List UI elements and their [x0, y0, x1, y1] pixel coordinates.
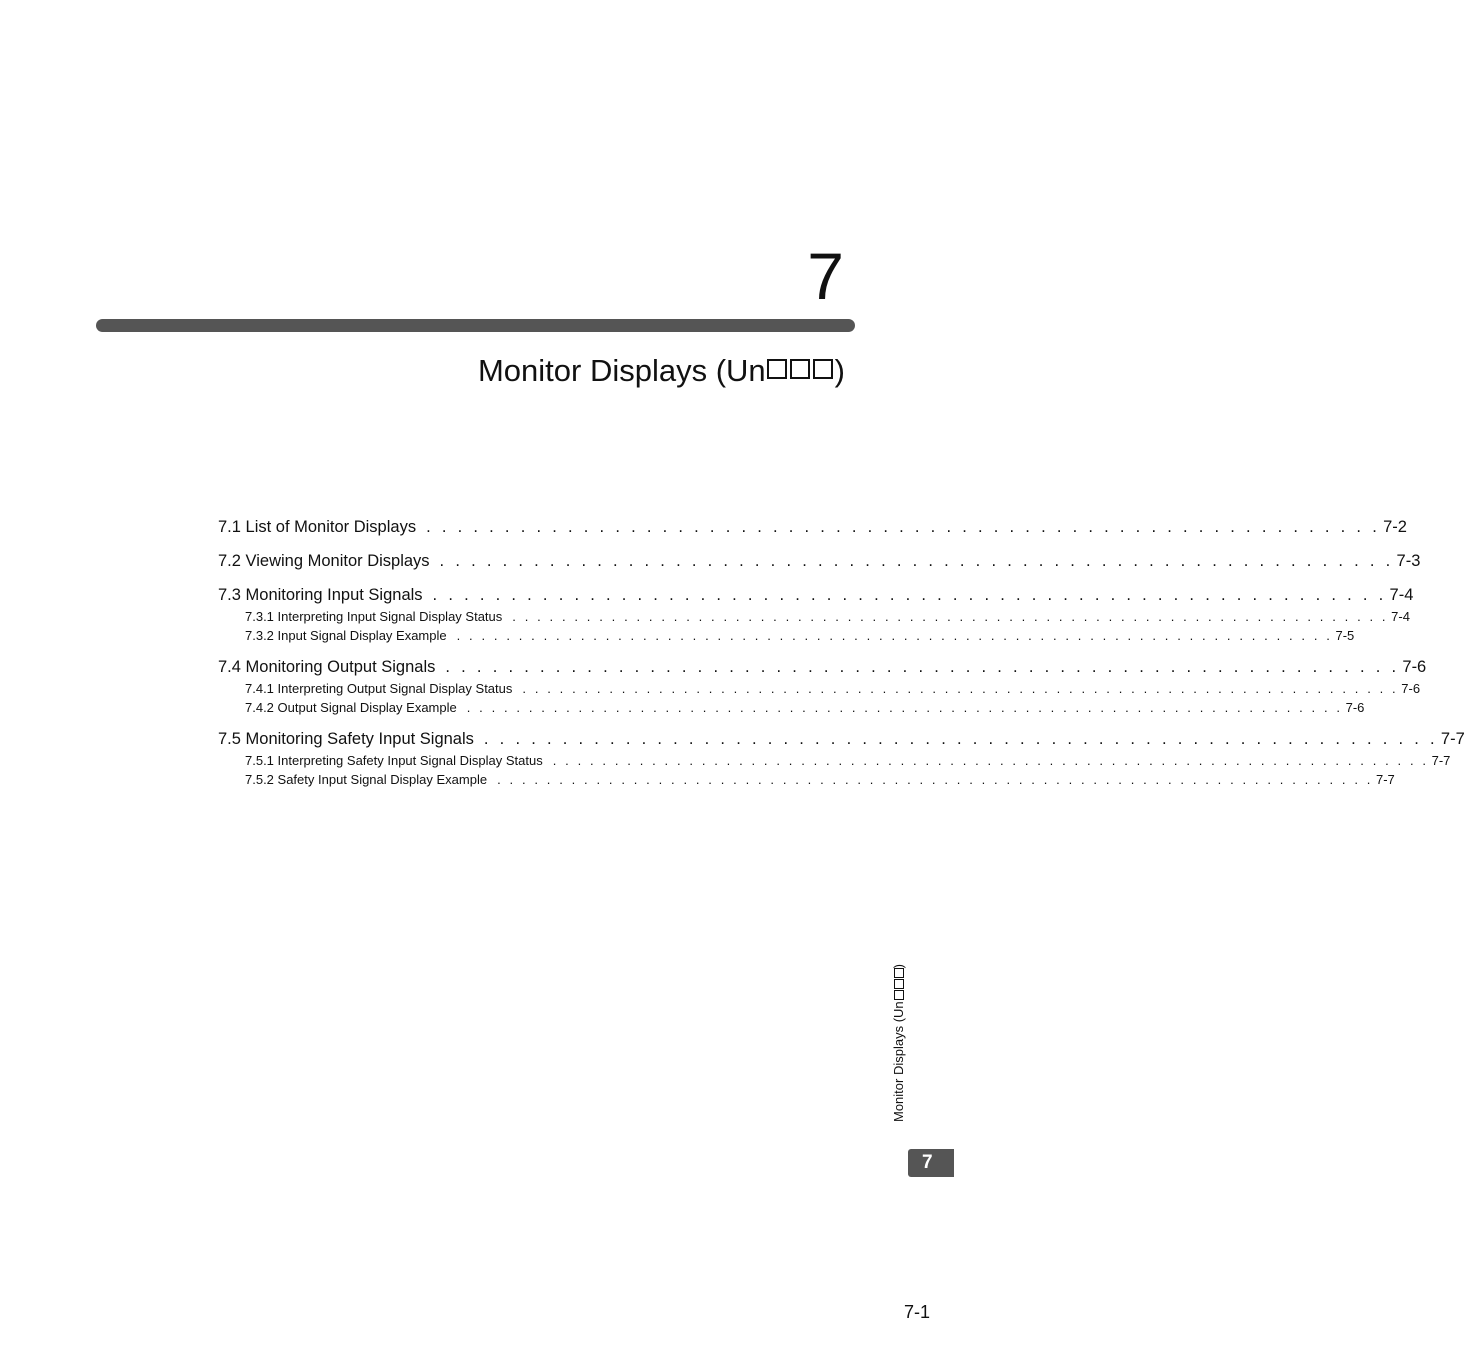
toc-leader-dots: . . . . . . . . . . . . . . . . . . . . . . . . . . . . . . . . . . . . . . . . . . . . . . . . . . . . . . . . . . . . . . . . . . . . . . . — [466, 700, 1343, 715]
toc-entry-page: 7-2 — [1383, 518, 1407, 536]
placeholder-boxes — [766, 361, 833, 381]
toc-leader-dots: . . . . . . . . . . . . . . . . . . . . . . . . . . . . . . . . . . . . . . . . . . . . . . . . . . . . . . . . . . . . . — [483, 730, 1438, 748]
toc-subentry[interactable] — [218, 698, 1365, 717]
toc-subentry[interactable] — [218, 607, 1410, 626]
toc-entry-page: 7-6 — [1402, 658, 1427, 676]
placeholder-box-icon — [790, 359, 810, 379]
toc-entry-label: 7.4 Monitoring Output Signals — [218, 658, 436, 676]
toc-entry-label: 7.5.2 Safety Input Signal Display Example — [245, 772, 488, 787]
toc-entry-label: 7.4.1 Interpreting Output Signal Display Status — [245, 681, 513, 696]
placeholder-box-icon — [813, 359, 833, 379]
toc-entry-label: 7.2 Viewing Monitor Displays — [218, 552, 430, 570]
toc-subentry[interactable] — [218, 770, 1395, 789]
side-tab-chapter-title — [890, 964, 908, 1122]
toc-leader-dots: . . . . . . . . . . . . . . . . . . . . . . . . . . . . . . . . . . . . . . . . . . . . . . . . . . . . . . . . . . . . . — [439, 552, 1394, 570]
chapter-title — [478, 350, 845, 392]
toc-entry-page: 7-6 — [1345, 700, 1365, 715]
chapter-title-text: Monitor Displays (Un — [477, 353, 766, 388]
toc-entry[interactable] — [218, 549, 1421, 573]
toc-leader-dots: . . . . . . . . . . . . . . . . . . . . . . . . . . . . . . . . . . . . . . . . . . . . . . . . . . . . . . . . . . . . . — [445, 658, 1400, 676]
placeholder-box-icon — [894, 968, 904, 978]
toc-entry-page: 7-7 — [1375, 772, 1395, 787]
toc-leader-dots: . . . . . . . . . . . . . . . . . . . . . . . . . . . . . . . . . . . . . . . . . . . . . . . . . . . . . . . . . . . . . . . . . . . . . . . — [512, 609, 1389, 624]
toc-entry-label: 7.4.2 Output Signal Display Example — [245, 700, 457, 715]
toc-leader-dots: . . . . . . . . . . . . . . . . . . . . . . . . . . . . . . . . . . . . . . . . . . . . . . . . . . . . . . . . . . . . . — [432, 586, 1387, 604]
toc-entry-page: 7-7 — [1440, 730, 1465, 748]
page-number: 7-1 — [903, 1302, 930, 1322]
toc-entry-page: 7-4 — [1389, 586, 1414, 604]
toc-entry[interactable] — [218, 727, 1465, 751]
toc-entry-label: 7.5 Monitoring Safety Input Signals — [218, 730, 474, 748]
placeholder-box-icon — [894, 979, 904, 989]
table-of-contents — [218, 515, 1465, 789]
chapter-number: 7 — [807, 239, 844, 313]
chapter-title-suffix: ) — [834, 353, 845, 388]
placeholder-box-icon — [767, 359, 787, 379]
chapter-divider-bar — [96, 319, 855, 332]
toc-entry-label: 7.5.1 Interpreting Safety Input Signal Display Status — [245, 753, 543, 768]
side-tab-text-suffix: ) — [891, 964, 906, 969]
toc-leader-dots: . . . . . . . . . . . . . . . . . . . . . . . . . . . . . . . . . . . . . . . . . . . . . . . . . . . . . . . . . . . . . . . . . . . . . . . — [552, 753, 1429, 768]
toc-entry-page: 7-6 — [1401, 681, 1421, 696]
toc-entry-label: 7.1 List of Monitor Displays — [218, 518, 417, 536]
toc-leader-dots: . . . . . . . . . . . . . . . . . . . . . . . . . . . . . . . . . . . . . . . . . . . . . . . . . . . . . . . . . . . . . . . . . . . . . . . — [497, 772, 1373, 787]
toc-entry[interactable] — [218, 583, 1414, 607]
side-tab-chapter-number[interactable]: 7 — [908, 1149, 954, 1177]
toc-entry-page: 7-3 — [1396, 552, 1421, 570]
toc-subentry[interactable] — [218, 679, 1421, 698]
toc-entry-label: 7.3.2 Input Signal Display Example — [245, 628, 447, 643]
toc-entry[interactable] — [218, 655, 1427, 679]
toc-entry-label: 7.3 Monitoring Input Signals — [218, 586, 423, 604]
toc-leader-dots: . . . . . . . . . . . . . . . . . . . . . . . . . . . . . . . . . . . . . . . . . . . . . . . . . . . . . . . . . . . . . . . . . . . . . . . — [456, 628, 1333, 643]
toc-entry-page: 7-4 — [1391, 609, 1410, 624]
toc-subentry[interactable] — [218, 751, 1451, 770]
toc-leader-dots: . . . . . . . . . . . . . . . . . . . . . . . . . . . . . . . . . . . . . . . . . . . . . . . . . . . . . . . . . . . . . . . . . . . . . . . — [522, 681, 1399, 696]
side-tab-text: Monitor Displays (Un — [891, 1001, 906, 1122]
toc-entry-page: 7-7 — [1431, 753, 1451, 768]
toc-entry-label: 7.3.1 Interpreting Input Signal Display Status — [245, 609, 503, 624]
toc-subentry[interactable] — [218, 626, 1355, 645]
toc-entry[interactable] — [218, 515, 1407, 539]
toc-entry-page: 7-5 — [1335, 628, 1355, 643]
placeholder-box-icon — [894, 990, 904, 1000]
toc-leader-dots: . . . . . . . . . . . . . . . . . . . . . . . . . . . . . . . . . . . . . . . . . . . . . . . . . . . . . . . . . . . . . — [426, 518, 1381, 536]
